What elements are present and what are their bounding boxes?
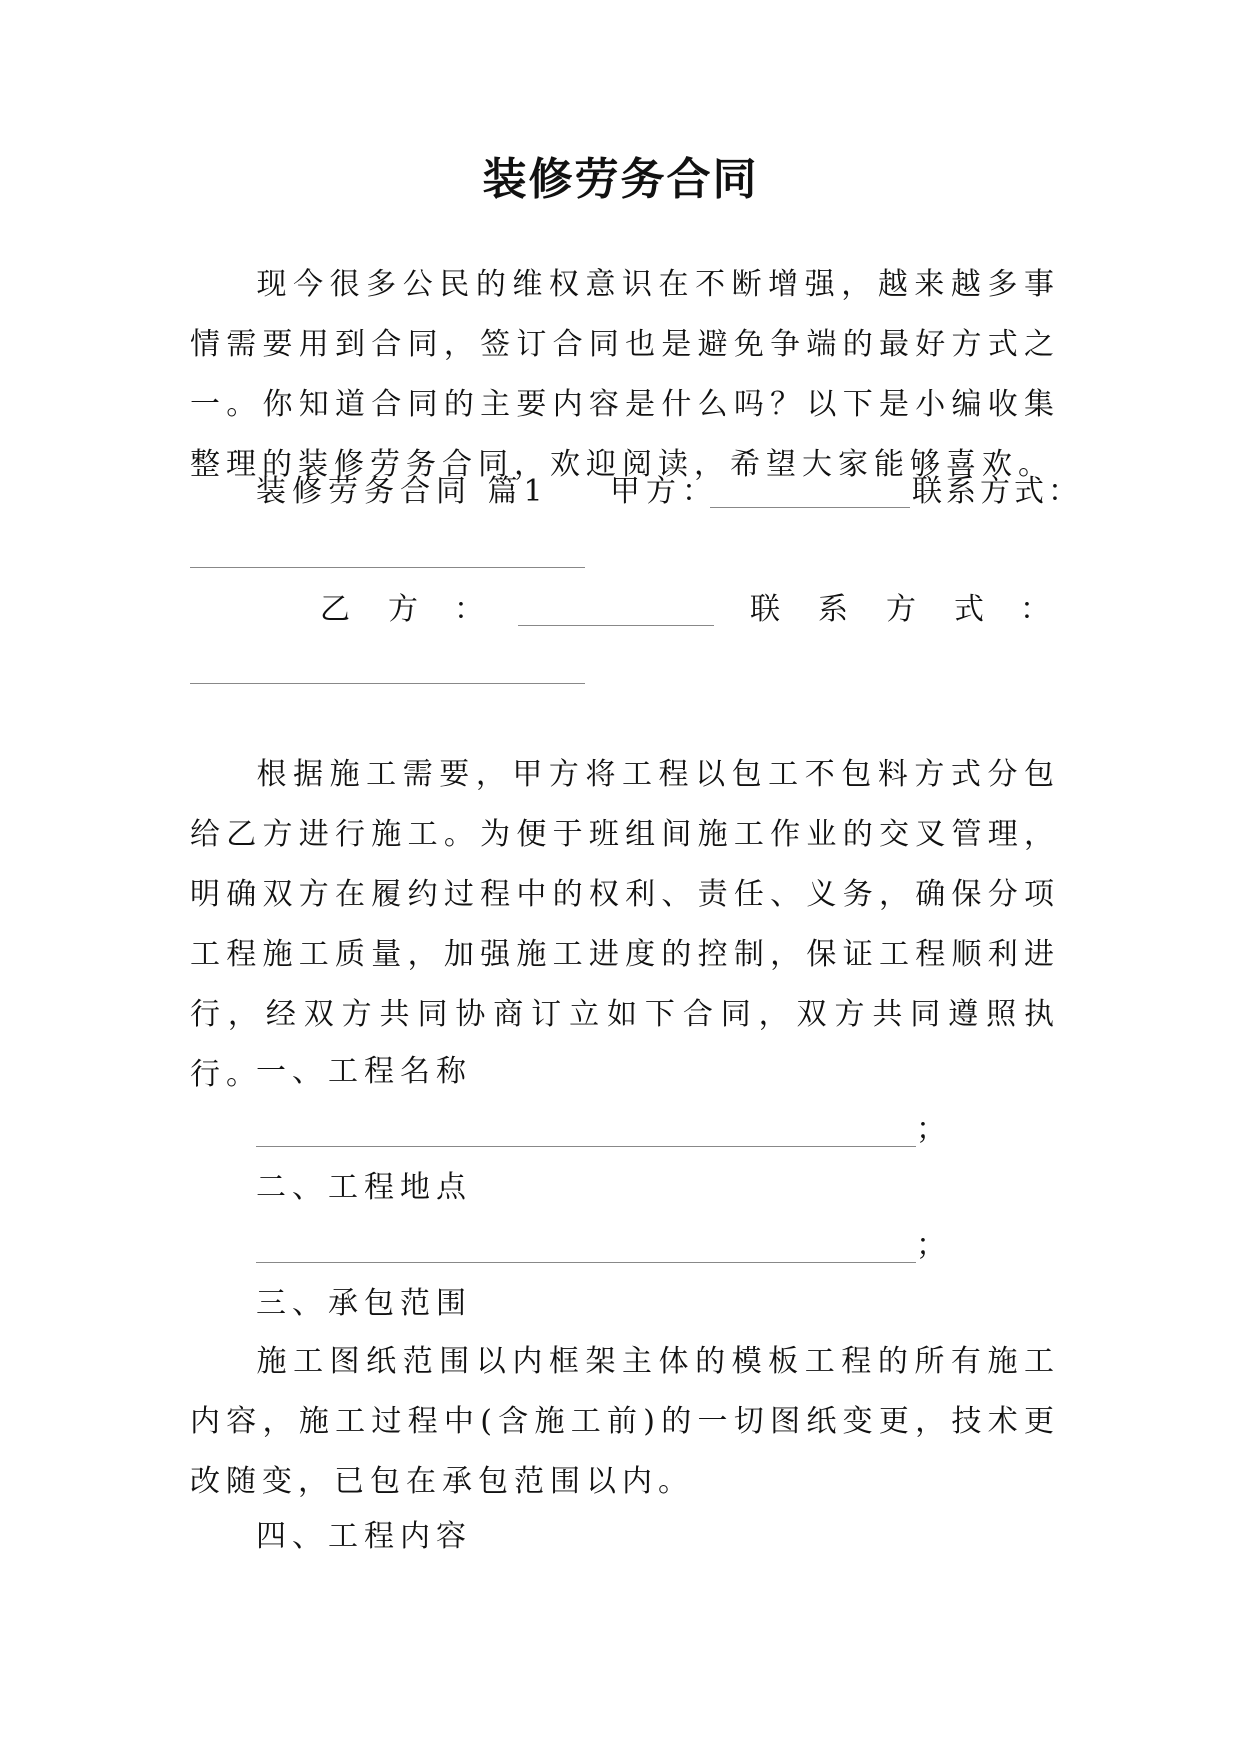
intro-paragraph — [190, 255, 1060, 495]
party-b-char: ： — [454, 592, 490, 627]
contact-label-a: 联系方式： — [912, 474, 1082, 509]
intro-text: 现今很多公民的维权意识在不断增强，越来越多事情需要用到合同，签订合同也是避免争端的最好方式之一。你知道合同的主要内容是什么吗？以下是小编收集整理的装修劳务合同，欢迎阅读，希望大家能够喜欢。 — [190, 267, 1060, 482]
contact-a-blank — [190, 567, 585, 568]
document-title: 装修劳务合同 — [482, 154, 759, 205]
section-4-heading: 四、工程内容 — [256, 1519, 472, 1554]
contact-b-char: 式 — [954, 592, 990, 627]
section-1-heading: 一、工程名称 — [256, 1054, 472, 1089]
party-a-blank — [710, 507, 910, 508]
contact-b-blank — [190, 683, 585, 684]
party-b-char: 方 — [388, 592, 424, 627]
project-name-blank — [256, 1146, 916, 1147]
contact-b-char: 方 — [886, 592, 922, 627]
semicolon: ； — [916, 1112, 952, 1147]
section-2-heading: 二、工程地点 — [256, 1170, 472, 1205]
party-b-blank — [518, 625, 714, 626]
article-heading: 装修劳务合同 篇1 — [256, 474, 549, 509]
scope-text: 施工图纸范围以内框架主体的模板工程的所有施工内容，施工过程中(含施工前)的一切图纸变更，技术更改随变，已包在承包范围以内。 — [190, 1344, 1060, 1499]
section-3-heading: 三、承包范围 — [256, 1286, 472, 1321]
preamble-text: 根据施工需要，甲方将工程以包工不包料方式分包给乙方进行施工。为便于班组间施工作业的交叉管理，明确双方在履约过程中的权利、责任、义务，确保分项工程施工质量，加强施工进度的控制，保证工程顺利进行，经双方共同协商订立如下合同，双方共同遵照执行。 — [190, 757, 1060, 1092]
contact-b-char: 系 — [818, 592, 854, 627]
party-a-label: 甲方： — [610, 474, 718, 509]
scope-paragraph — [190, 1332, 1060, 1512]
party-b-char: 乙 — [320, 592, 356, 627]
contact-b-char: 联 — [750, 592, 786, 627]
contact-b-char: ： — [1020, 592, 1056, 627]
project-location-blank — [256, 1262, 916, 1263]
semicolon: ； — [916, 1228, 952, 1263]
